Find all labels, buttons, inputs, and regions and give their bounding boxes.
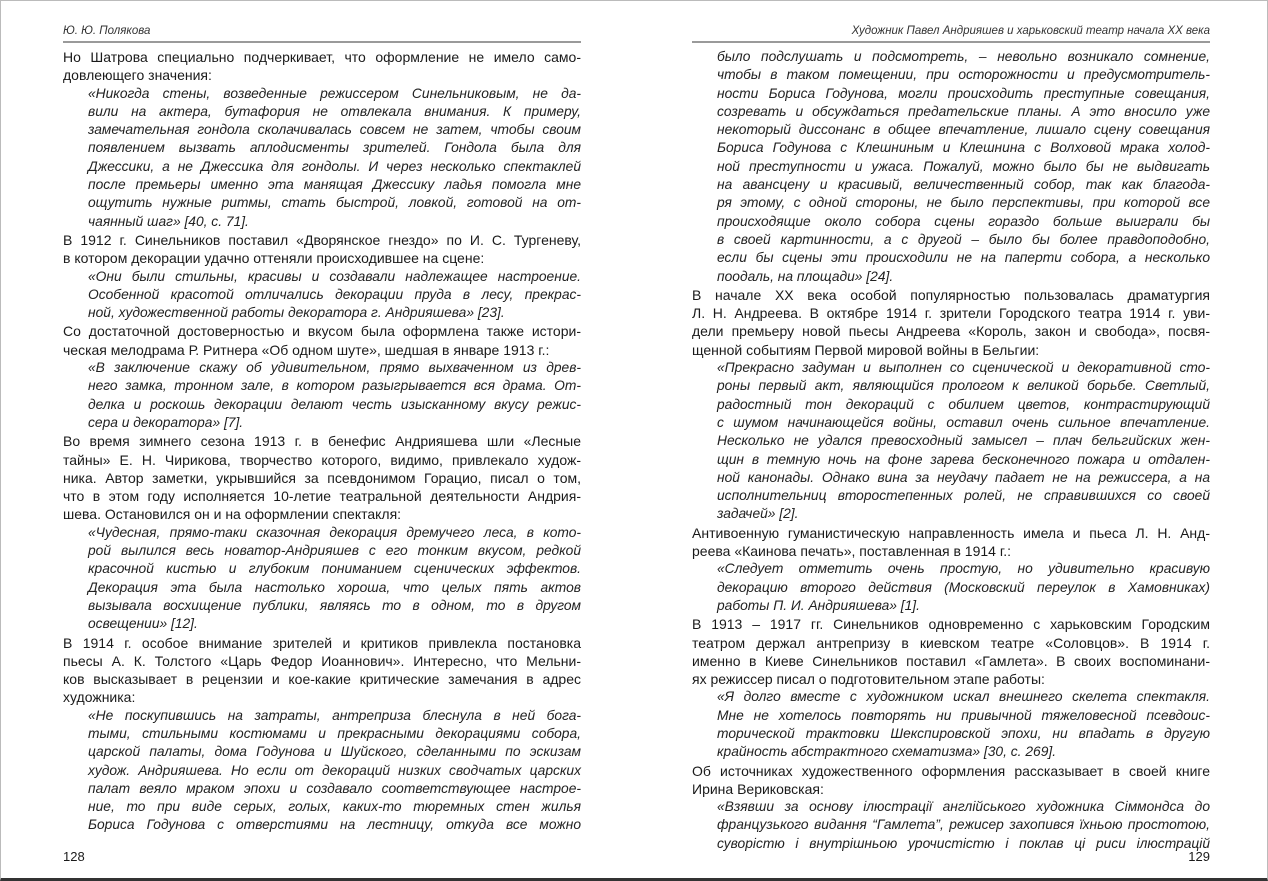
- text-line: ности Бориса Годунова, могли происходить преступные совещания,: [717, 85, 1210, 101]
- text-line: ние, то при виде серых, голых, каких-то тюремных стен жилья: [88, 799, 581, 815]
- text-line: ной преступности и ужаса. Пожалуй, можно было бы не выдвигать: [717, 158, 1210, 174]
- text-line: В 1912 г. Синельников поставил «Дворянское гнездо» по И. С. Тургеневу,: [63, 231, 581, 248]
- text-line: «Я долго вместе с художником искал внешнего скелета спектакля.: [717, 689, 1210, 705]
- text-line: декорацию второго действия (Московский переулок в Хамовниках): [717, 579, 1210, 595]
- text-line: суворістю і внутрішньою урочистістю і поклав ці риси ілюстрацій: [717, 835, 1210, 851]
- text-line: Декорация эта была настолько хороша, что целых пять актов: [88, 579, 581, 595]
- text-line: Джессики, а не Джессика для гондолы. И через несколько спектаклей: [88, 158, 581, 174]
- page-number: 129: [1188, 849, 1210, 864]
- text-line: вили на актера, бутафория не отвлекала внимания. К примеру,: [88, 103, 581, 119]
- block-quote: [63, 359, 581, 432]
- text-line: ной, художественной работы декоратора г. Андрияшева» [23].: [88, 305, 505, 321]
- page-body: [63, 48, 581, 835]
- paragraph: [63, 432, 581, 523]
- text-line: «Взявши за основу ілюстрації англійського художника Сіммондса до: [717, 799, 1210, 815]
- paragraph: [63, 322, 581, 359]
- text-line: именно в Киеве Синельников поставил «Гамлета». В своих воспоминани-: [692, 652, 1210, 669]
- paragraph: [692, 524, 1210, 561]
- text-line: радостный тон декораций с обилием цветов, контрастирующий: [717, 396, 1210, 412]
- text-line: исполнительниц второстепенных ролей, не справившихся со своей: [717, 488, 1210, 504]
- text-line: задачей» [2].: [717, 506, 799, 522]
- text-line: «Чудесная, прямо-таки сказочная декорация дремучего леса, в кото-: [88, 524, 581, 540]
- text-line: французького видання “Гамлета”, режисер захопився їхньою простотою,: [717, 817, 1210, 833]
- text-line: работы П. И. Андрияшева» [1].: [717, 597, 920, 613]
- text-line: реева «Каинова печать», поставленная в 1914 г.:: [692, 543, 1012, 560]
- text-line: крайность абстрактного схематизма» [30, с. 269].: [717, 744, 1057, 760]
- text-line: ника. Автор заметки, укрывшийся за псевдонимом Горацио, писал о том,: [63, 469, 581, 486]
- text-line: тайны» Е. Н. Чирикова, творчество которого, видимо, привлекало худож-: [63, 451, 581, 468]
- running-head-author: Ю. Ю. Полякова: [63, 25, 581, 43]
- text-line: Об источниках художественного оформления рассказывает в своей книге: [692, 762, 1210, 779]
- text-line: шева. Остановился он и на оформлении спектакля:: [63, 506, 402, 523]
- text-line: некоторый диссонанс в общее впечатление, лишало сцену совещания: [717, 122, 1210, 138]
- text-line: замечательная гондола сколачивалась совсем не затем, чтобы своим: [88, 122, 581, 138]
- text-line: Особенной красотой отличались декорации пруда в лесу, прекрас-: [88, 286, 581, 302]
- text-line: Во время зимнего сезона 1913 г. в бенефис Андрияшева шли «Лесные: [63, 433, 581, 450]
- text-line: поодаль, на площади» [24].: [717, 268, 894, 284]
- block-quote: [692, 560, 1210, 615]
- text-line: было подслушать и подсмотреть, – невольно возникало сомнение,: [717, 49, 1210, 64]
- text-line: художника:: [63, 689, 136, 706]
- block-quote: [692, 798, 1210, 853]
- text-line: ной канонады. Однако вина за неудачу падает не на режиссера, а на: [717, 469, 1210, 485]
- text-line: «Никогда стены, возведенные режиссером Синельниковым, не да-: [88, 85, 581, 101]
- text-line: «Они были стильны, красивы и создавали надлежащее настроение.: [88, 268, 581, 284]
- text-line: в котором декорации удачно оттеняли происходившее на сцене:: [63, 250, 485, 267]
- text-line: после премьеры именно эта манящая Джессику ладья помогла мне: [88, 177, 581, 193]
- page-left: [63, 0, 581, 881]
- block-quote: [63, 524, 581, 634]
- text-line: на авансцену и красивый, величественный собор, так как благода-: [717, 177, 1210, 193]
- text-line: Ирина Вериковская:: [692, 780, 824, 797]
- paragraph: [63, 48, 581, 85]
- block-quote: [692, 48, 1210, 286]
- text-line: тыми, стильными костюмами и прекрасными декорациями собора,: [88, 725, 581, 741]
- paragraph: [63, 231, 581, 268]
- text-line: В 1913 – 1917 гг. Синельников одновременно с харьковским Городским: [692, 616, 1210, 633]
- text-line: ков высказывает в рецензии и кое-какие критические замечания в адрес: [63, 671, 581, 688]
- text-line: ощутить нужные ритмы, стать быстрой, ловкой, готовой на от-: [88, 195, 581, 211]
- block-quote: [692, 688, 1210, 761]
- text-line: «Прекрасно задуман и выполнен со сценической и декоративной сто-: [717, 360, 1210, 376]
- block-quote: [63, 85, 581, 231]
- text-line: с шумом начинающейся войны, оставил очень сильное впечатление.: [717, 414, 1210, 430]
- text-line: освещении» [12].: [88, 616, 198, 632]
- paragraph: [692, 762, 1210, 799]
- text-line: довлеющего значения:: [63, 67, 212, 84]
- text-line: делка и роскошь декорации делают честь изысканному вкусу режис-: [88, 396, 581, 412]
- text-line: ческая мелодрама Р. Ритнера «Об одном шуте», шедшая в январе 1913 г.:: [63, 341, 550, 358]
- text-line: В начале XX века особой популярностью пользовалась драматургия: [692, 286, 1210, 303]
- text-line: палат веяло мраком эпохи и создавало соответствующее настрое-: [88, 780, 581, 796]
- text-line: В 1914 г. особое внимание зрителей и критиков привлекла постановка: [63, 634, 581, 651]
- page-right: [692, 0, 1210, 881]
- text-line: Бориса Годунова с Клешниным и Клешнина с Волховой мрака холод-: [717, 140, 1210, 156]
- text-line: что в этом году исполняется 10-летие театральной деятельности Андрия-: [63, 488, 581, 505]
- text-line: роны первый акт, являющийся прологом к великой борьбе. Светлый,: [717, 378, 1210, 394]
- text-line: «В заключение скажу об удивительном, прямо выхваченном из древ-: [88, 360, 581, 376]
- text-line: в своей картинности, а с другой – было бы более правдоподобно,: [717, 231, 1210, 247]
- text-line: худож. Андрияшева. Но если от декораций низких сводчатых царских: [88, 762, 581, 778]
- text-line: созревать и обсуждаться предательские планы. А это вносило уже: [717, 103, 1210, 119]
- text-line: пьесы А. К. Толстого «Царь Федор Иоаннович». Интересно, что Мельни-: [63, 652, 581, 669]
- paragraph: [692, 615, 1210, 688]
- text-line: Л. Н. Андреева. В октябре 1914 г. зрители Городского театра 1914 г. уви-: [692, 305, 1210, 322]
- text-line: царской палаты, дома Годунова и Шуйского, сделанными по эскизам: [88, 744, 581, 760]
- text-line: Со достаточной достоверностью и вкусом была оформлена также истори-: [63, 323, 581, 340]
- text-line: красочной кистью и глубоким пониманием сценических эффектов.: [88, 561, 581, 577]
- text-line: щин в темную ночь на фоне зарева бесконечного пожара и отдален-: [717, 451, 1210, 467]
- text-line: чтобы в таком помещении, при осторожности и предусмотритель-: [717, 67, 1210, 83]
- text-line: Мне не хотелось повторять ни привычной тяжеловесной псевдоис-: [717, 707, 1210, 723]
- text-line: происходящие около собора сцены гораздо больше выиграли бы: [717, 213, 1210, 229]
- block-quote: [63, 707, 581, 835]
- text-line: Но Шатрова специально подчеркивает, что оформление не имело само-: [63, 49, 581, 65]
- text-line: «Следует отметить очень простую, но удивительно красивую: [717, 561, 1210, 577]
- block-quote: [63, 268, 581, 323]
- text-line: ях режиссер писал о подготовительном этапе работы:: [692, 671, 1045, 688]
- paragraph: [63, 634, 581, 707]
- text-line: Несколько не удался превосходный замысел – плач бельгийских жен-: [717, 433, 1210, 449]
- paragraph: [692, 286, 1210, 359]
- text-line: «Не поскупившись на затраты, антреприза блеснула в ней бога-: [88, 707, 581, 723]
- text-line: чаянный шаг» [40, с. 71].: [88, 213, 249, 229]
- text-line: театром держал антрепризу в киевском театре «Соловцов». В 1914 г.: [692, 634, 1210, 651]
- text-line: вызывала восхищение публики, являясь то в одном, то в другом: [88, 597, 581, 613]
- text-line: него замка, тронном зале, в котором разыгрывается вся драма. От-: [88, 378, 581, 394]
- text-line: сера и декоратора» [7].: [88, 414, 244, 430]
- text-line: Бориса Годунова с отверстиями на лестницу, откуда все можно: [88, 817, 581, 833]
- text-line: Антивоенную гуманистическую направленность имела и пьеса Л. Н. Анд-: [692, 524, 1210, 541]
- text-line: рой вылился весь новатор-Андрияшев с его тонким вкусом, редкой: [88, 543, 581, 559]
- text-line: появлением вызвать аплодисменты зрителей. Гондола была для: [88, 140, 581, 156]
- text-line: торической трактовки Шекспировской эпохи, ни впадать в другую: [717, 725, 1210, 741]
- page-number: 128: [63, 849, 85, 864]
- page-body: [692, 48, 1210, 853]
- text-line: ря этому, с одной стороны, не было перспективы, при которой все: [717, 195, 1210, 211]
- running-head-title: Художник Павел Андрияшев и харьковский театр начала XX века: [692, 25, 1210, 43]
- text-line: дели премьеру новой пьесы Андреева «Король, закон и свобода», посвя-: [692, 323, 1210, 340]
- text-line: если бы сцены эти происходили не на паперти собора, а несколько: [717, 250, 1210, 266]
- block-quote: [692, 359, 1210, 524]
- text-line: щенной событиям Первой мировой войны в Бельгии:: [692, 341, 1040, 358]
